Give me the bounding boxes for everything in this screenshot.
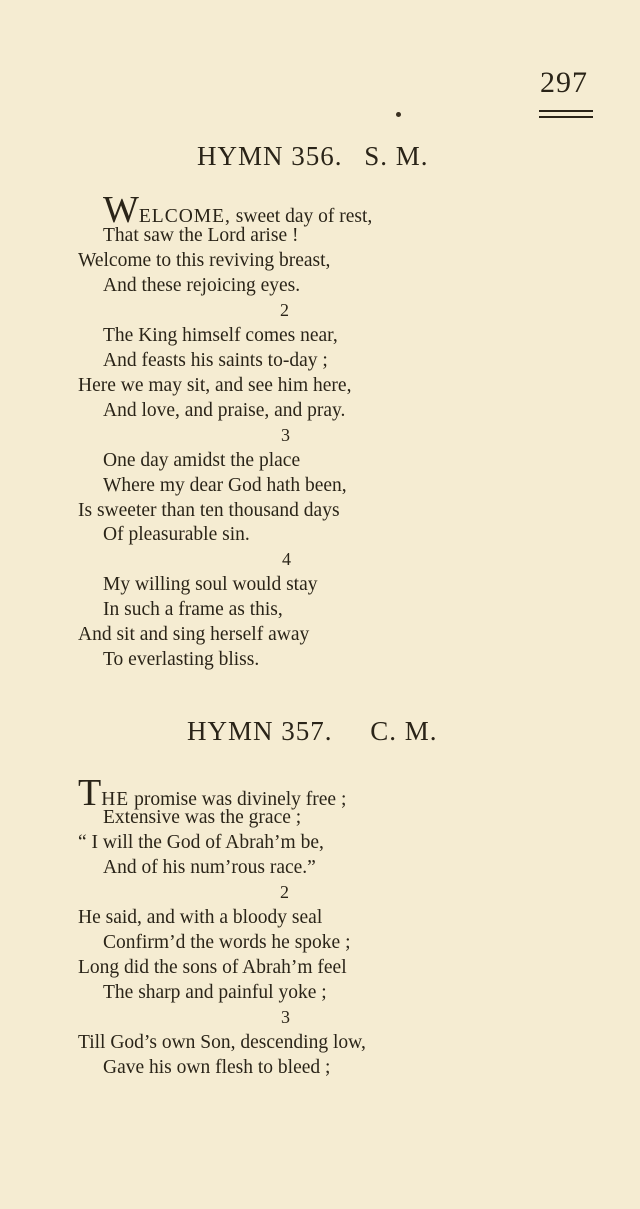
verse-line: And these rejoicing eyes. bbox=[103, 275, 301, 296]
verse-line: One day amidst the place bbox=[103, 450, 301, 471]
first-line-text: sweet day of rest, bbox=[230, 206, 373, 227]
page-number: 297 bbox=[540, 66, 588, 99]
verse-line: Of pleasurable sin. bbox=[103, 524, 250, 545]
small-caps-word: ELCOME, bbox=[138, 206, 231, 227]
verse-number: 4 bbox=[282, 549, 291, 569]
hymn-title: HYMN 357. bbox=[187, 716, 333, 746]
verse-line: Long did the sons of Abrah’m feel bbox=[78, 957, 347, 978]
hymn-357-heading bbox=[187, 716, 438, 747]
verse-line: In such a frame as this, bbox=[103, 599, 283, 620]
verse-line: And of his num’rous race.” bbox=[103, 857, 316, 878]
ornament-dot bbox=[396, 112, 401, 117]
verse-line: He said, and with a bloody seal bbox=[78, 907, 323, 928]
hymn-title: HYMN 356. bbox=[197, 141, 343, 171]
verse-number: 2 bbox=[280, 882, 289, 902]
verse-line: That saw the Lord arise ! bbox=[103, 225, 299, 246]
small-caps-word: HE bbox=[101, 789, 130, 810]
first-line-text: promise was divinely free ; bbox=[129, 789, 347, 810]
drop-cap: T bbox=[78, 772, 102, 814]
verse-line: The sharp and painful yoke ; bbox=[103, 982, 327, 1003]
header-rule-bottom bbox=[539, 116, 593, 118]
verse-number: 3 bbox=[281, 425, 290, 445]
verse-number: 3 bbox=[281, 1007, 290, 1027]
verse-line: Confirm’d the words he spoke ; bbox=[103, 932, 351, 953]
hymn-meter: C. M. bbox=[370, 716, 438, 746]
verse-line: The King himself comes near, bbox=[103, 325, 338, 346]
verse-number: 2 bbox=[280, 300, 289, 320]
drop-cap: W bbox=[103, 189, 139, 231]
verse-line: “ I will the God of Abrah’m be, bbox=[78, 832, 324, 853]
verse-line: To everlasting bliss. bbox=[103, 649, 260, 670]
verse-line: My willing soul would stay bbox=[103, 574, 318, 595]
verse-line: Is sweeter than ten thousand days bbox=[78, 500, 340, 521]
verse-line: Here we may sit, and see him here, bbox=[78, 375, 352, 396]
verse-line: Welcome to this reviving breast, bbox=[78, 250, 331, 271]
verse-line: Till God’s own Son, descending low, bbox=[78, 1032, 366, 1053]
verse-line: Gave his own flesh to bleed ; bbox=[103, 1057, 331, 1078]
hymn-meter: S. M. bbox=[364, 141, 429, 171]
verse-line: Where my dear God hath been, bbox=[103, 475, 347, 496]
header-rule-top bbox=[539, 110, 593, 112]
verse-line: And feasts his saints to-day ; bbox=[103, 350, 328, 371]
hymn-356-heading bbox=[197, 141, 429, 172]
hymn-356-first-line bbox=[103, 191, 372, 229]
verse-line: Extensive was the grace ; bbox=[103, 807, 302, 828]
verse-line: And sit and sing herself away bbox=[78, 624, 310, 645]
verse-line: And love, and praise, and pray. bbox=[103, 400, 346, 421]
